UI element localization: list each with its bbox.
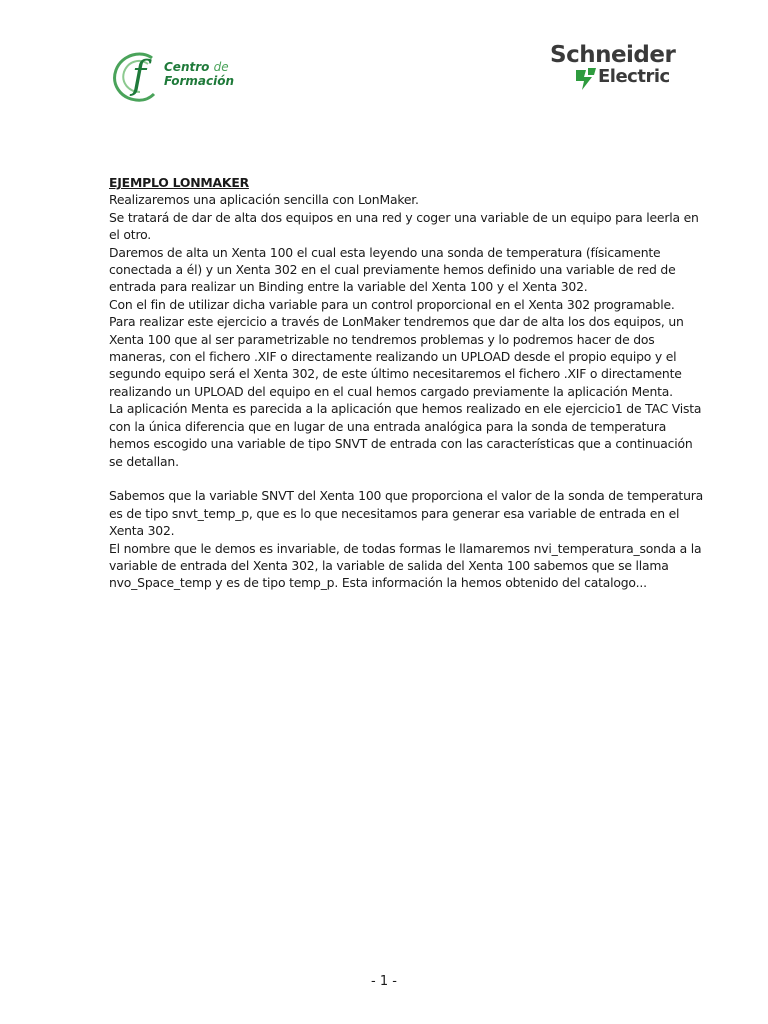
paragraph: Se tratará de dar de alta dos equipos en una red y coger una variable de un equipo para leerla en el otro. [109,209,699,243]
schneider-wordmark: Schneider [550,42,676,68]
document-title: EJEMPLO LONMAKER [109,175,249,190]
paragraph-spacer [109,470,705,487]
cf-word-de: de [213,60,229,74]
paragraph: El nombre que le demos es invariable, de todas formas le llamaremos nvi_temperatura_sonda a la variable de entrada del Xenta 302, la variable de salida del Xenta 100 sabemos que se llama nvo_Space_temp y es de tipo temp_p. Esta información la hemos obtenido del catalogo... [109,540,702,591]
electric-wordmark: Electric [598,66,670,87]
schneider-electric-logo [548,42,698,94]
paragraph: Para realizar este ejercicio a través de LonMaker tendremos que dar de alta los dos equipos, un Xenta 100 que al ser parametrizable no tendremos problemas y lo podremos hacer de dos maneras, con el fichero .XIF o directamente realizando un UPLOAD desde el propio equipo y el segundo equipo será el Xenta 302, de este último necesitaremos el fichero .XIF o directamente realizando un UPLOAD del equipo en el cual hemos cargado previamente la aplicación Menta. [109,314,684,399]
schneider-electric-emblem-icon [572,66,598,92]
paragraph: Daremos de alta un Xenta 100 el cual esta leyendo una sonda de temperatura (físicamente conectada a él) y un Xenta 302 en el cual previamente hemos definido una variable de red de entrada para realizar un Binding entre la variable del Xenta 100 y el Xenta 302. [109,244,676,295]
cf-word-centro: Centro [164,60,210,74]
document-body [109,174,705,592]
centro-formacion-logo [108,48,248,106]
paragraph: Con el fin de utilizar dicha variable para un control proporcional en el Xenta 302 programable. [109,296,675,312]
cf-monogram: f [132,53,147,97]
page-number: - 1 - [371,974,397,989]
paragraph: La aplicación Menta es parecida a la aplicación que hemos realizado en ele ejercicio1 de TAC Vista con la única diferencia que en lugar de una entrada analógica para la sonda de temperatura hemos escogido una variable de tipo SNVT de entrada con las características que a continuación se detallan. [109,401,702,469]
centro-formacion-wordmark [164,60,234,88]
cf-word-formacion: Formación [164,74,235,88]
paragraph: Sabemos que la variable SNVT del Xenta 100 que proporciona el valor de la sonda de temperatura es de tipo snvt_temp_p, que es lo que necesitamos para generar esa variable de entrada en el Xenta 302. [109,488,704,539]
paragraph: Realizaremos una aplicación sencilla con LonMaker. [109,192,419,208]
centro-formacion-emblem-icon [108,48,168,106]
